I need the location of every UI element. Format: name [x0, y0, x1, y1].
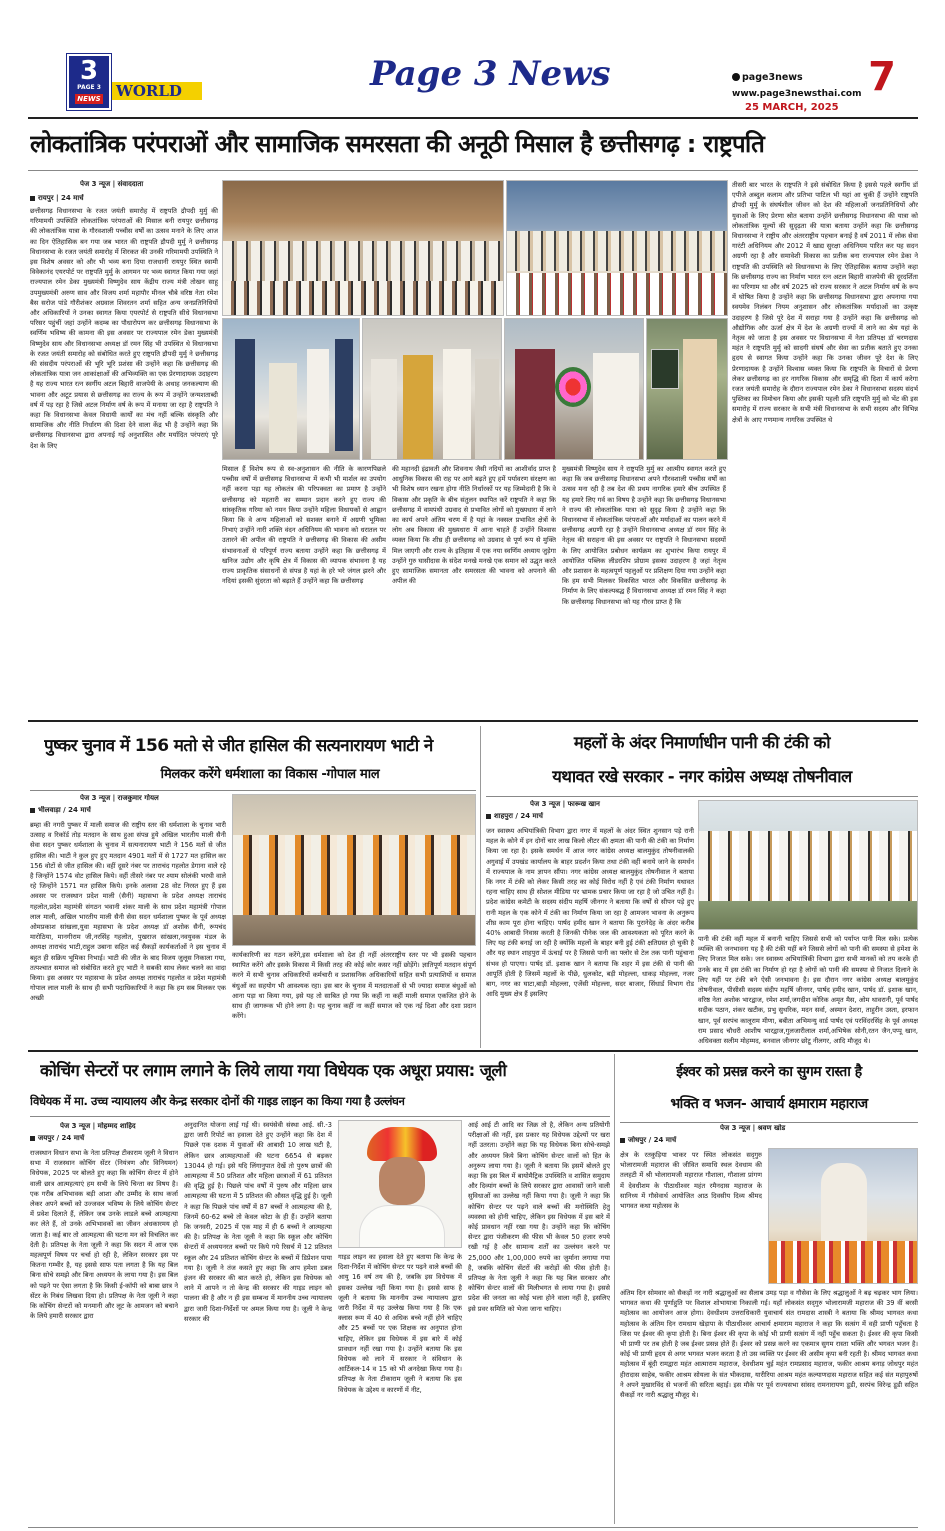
article3-col-divider: [480, 726, 481, 1048]
article5-col2: अंतिम दिन सोमवार को सैकड़ों नर नारी श्रद्धालुओं का सैलाब उमड़ पड़ा व गौसेवा के लिए श्रद्धालुओं ने बढ़ चढ़कर भाग लिया। भागवत कथा की पूर्णाहुति पर विशाल शोभायात्रा निकाली गई। यहाँ लोकसंत सद्‌गुरु भोलारामजी महाराज की 39 वीं बरसी महोत्सव का आयोजन आज होगा। देवधीशम उत्तराधिकारी युवाचार्य संत रामदास शास्त्री ने बताया कि श्रीमद भागवत कथा महोत्सव के अंतिम दिन रामधाम खेड़ापा के पीठाधीश्वर आचार्य क्षमाराम महाराज ने कहा कि सत्संग में वही प्राणी पहुँचता है जिस पर ईश्वर की कृपा होती है। बिना ईश्वर की कृपा के कोई भी प्राणी सत्संग में नहीं पहुँच सकता है। ईश्वर की कृपा किसी भी प्राणी पर तब होती है जब ईश्वर प्रसन्न होते हैं। ईश्वर को प्रसन्न करने का एकमात्र सुगम रास्ता भक्ति और भगवत भजन है। कोई भी प्राणी हृदय से अगर भगवत भजन करता है तो उस व्यक्ति पर ईश्वर की असीम कृपा बनी रहती है। श्रीमद भागवत कथा महोत्सव में बूंदी रामद्वारा महंत आत्माराम महाराज, देवधीशम चुई महंत रामप्रसाद महाराज, फकीर आश्रम बनाड़ जोधपुर महंत हीरादास साहेब, फकीर आश्रम सोयला के संत भीकदास, यारीरिया आश्रम महंत कल्याणदास महाराज सहित कई संत महापुरुषों ने अपने मुखारविंद से भजनों की सरिता बहाई। इस मौके पर पूर्व राज्यसभा सांसद रामनारायण डूडी, सरपंच विरेन्द्र डूडी सहित सैकड़ों नर नारी श्रद्धालु मौजूद थे।: [620, 1289, 918, 1400]
article1-col4: मुख्यमंत्री विष्णुदेव साय ने राष्ट्रपति मुर्मु का आत्मीय स्वागत करते हुए कहा कि जब छत्तीसगढ़ विधानसभा अपने गौरवशाली पच्चीस वर्षों का उत्सव मना रही है तब देश की प्रथम नागरिक हमारे बीच उपस्थित हैं यह हमारे लिए गर्व का विषय है उन्होंने कहा कि छत्तीसगढ़ विधानसभा ने राज्य की लोकतांत्रिक यात्रा को सुदृढ़ किया है उन्होंने कहा कि विधानसभा में लोकतांत्रिक परंपराओं और मर्यादाओं का पालन करने में छत्तीसगढ़ अग्रणी रहा है उन्होंने विधानसभा अध्यक्ष डॉ रमन सिंह के नेतृत्व की सराहना की इस अवसर पर राष्ट्रपति ने विधानसभा सदस्यों के लिए आयोजित प्रबोधन कार्यक्रम का शुभारंभ किया रायपुर में आयोजित पब्लिक लीडरशिप प्रोग्राम इसका उदाहरण है जहां नेतृत्व और प्रशासन के महत्वपूर्ण पहलुओं पर प्रशिक्षण दिया गया उन्होंने कहा कि हम सभी मिलकर विकसित भारत और विकसित छत्तीसगढ़ के निर्माण के लिए संकल्पबद्ध हैं विधानसभा अध्यक्ष डॉ रमन सिंह ने कहा कि छत्तीसगढ़ विधानसभा को यह गौरव प्राप्त है कि: [562, 465, 726, 606]
article3-col1: जन स्वास्थ्य अभियांत्रिकी विभाग द्वारा नगर में महलों के अंदर स्थित शुनसान पड़े रानी महल के कोने में इन दोनों चार लाख किलो लीटर की क्षमता की पानी की टंकी का निर्माण किया जा रहा है। इसके समर्थन में आज नगर कांग्रेस अध्यक्ष बालमुकुंद तोषनीवालकी अगुवाई में उपखंड कार्यालय के बाहर प्रदर्शन किया तथा टंकी वहीं बनाये जाने के समर्थन में राज्यपाल के नाम ज्ञापन सौंपा। नगर कांग्रेस अध्यक्ष बालमुकुंद तोषनीवाल ने बताया कि नगर में टंकी को लेकर किसी तरह का कोई विरोध नहीं है एवं टंकी निर्माण यथावत रहना चाहिए साथ ही सोशल मीडिया पर भ्रामक प्रचार किया जा रहा है जो उचित नहीं है। प्रदेश कांग्रेस कमेटी के सदस्य संदीप महर्षि जीनगर ने बताया कि वर्षों से सीपन पड़े हुए रानी महल के एक कोने में टंकी का निर्माण किया जा रहा है आमजन भावना के अनुरूप शीघ्र काम पूरा होना चाहिए। पार्षद हमीद खान ने बताया कि पुरानेदेह के अंदर करीब 40% आबादी निवास करती है जिनकी पीनेक जल की आवश्यकता को पूरित करने के लिए यह टंकी बनाई जा रही है क्योंकि महलों के बाहर बनी हुई टंकी क्षतिग्रस्त हो चुकी है और यह स्थान शाहपुरा में ऊंचाई पर है जिससे पानी का फ्लोर से टेल तक पानी पहुंचाना संभव हो पाएगा। पार्षद डॉ. इशाक खान ने बताया कि शहर में इस टंकी से पानी की आपूर्ति होती है जिसमें महलों के पीछे, धुलकोट, बड़ी मोहल्ला, धाकड़ मोहल्ला, नजर बाग, नगर का घाटा,बाड़ी मोहल्ला, एजेंसी मोहल्ला, सदर बाजार, सिंधार्ड विभाग रोड आदि मुख्य क्षेत्र हैं इसलिए: [486, 827, 694, 999]
article4-col2: अनुदानित योजना लाई गई थी। स्वयंसेवी संस्था आई. सी.-3 द्वारा जारी रिपोर्ट का हवाला देते हुए उन्होंने कहा कि देश में पिछले एक दशक में युवाओं की आबादी 10 लाख घटी है, लेकिन छात्र आत्महत्याओं की घटना 6654 से बढ़कर 13044 हो गई। इसे यदि लिंगानुपात देखें तो पुरुष छात्रों की आत्महत्या में 50 प्रतिशत और महिला छात्राओं में 61 प्रतिशत की वृद्धि हुई है। पिछले पांच वर्षों में पुरुष और महिला छात्र आत्महत्या की घटना में 5 प्रतिशत की औसत वृद्धि हुई है। जूली ने कहा कि पिछले पांच वर्षों में 87 बच्चों ने आत्महत्या की है, जिनमें 60-62 बच्चे तो केवल कोटा के ही हैं। उन्होंने बताया कि जनवरी, 2025 में एक माह में ही 6 बच्चों ने आत्महत्या की है। प्रतिपक्ष के नेता जूली ने कहा कि स्कूल और कोचिंग सेन्टरों में अध्ययनरत बच्चों पर किये गये रिसर्च में 12 प्रतिशत स्कूल और 24 प्रतिशत कोचिंग सेन्टर के बच्चों में डिप्रेशन पाया गया है। जूली ने तंज कसते हुए कहा कि आप हमेशा डबल इंजन की सरकार की बात करते हो, लेकिन इस विधेयक को लाने में आपने न तो केन्द्र की सरकार की गाइड लाइन को पालना की है और न ही इस सम्बन्ध में माननीय उच्च न्यायालय द्वारा जारी दिशा-निर्देशों पर अमल किया गया है। जूली ने केन्द्र सरकार की: [184, 1121, 332, 1323]
article5-headline-line2: भक्ति व भजन- आचार्य क्षमाराम महाराज: [670, 1096, 868, 1112]
article4-headline: कोचिंग सेन्टरों पर लगाम लगाने के लिये लाया गया विधेयक एक अधूरा प्रयास: जूली: [40, 1061, 507, 1080]
photo-bhagwat-katha: [768, 1148, 918, 1284]
article2-col1: ब्रम्हा की नगरी पुष्कर में माली समाज की राष्ट्रीय स्तर की धर्मशाला के चुनाव भारी उत्साह व रिकॉर्ड तोड़ मतदान के साथ हुआ संपन्न हुये अखिल भारतीय माली सैनी सेवा सदन पुष्कर धर्मशाला के चुनाव में सत्यनारायण भाटी ने 156 मतों से जीत हासिल की। भाटी ने कुल हुए हुए मतदान 4901 मतों में से 1727 मत हासिल कर 156 वोटों से जीत हासिल की। वहीं दूसरे नंबर पर ताराचंद गहलोत डेगाना वाले रहे है जिन्होंने 1574 वोट हासिल किये। वहीं तीसरे नंबर पर श्याम सोलंकी भरथी वाले रहे जिन्होंने 1571 मत हासिल किये। इनके अलावा 28 वोट निरस्त हुए हैं इस अवसर पर राजस्थान प्रदेश माली (सैनी) महासभा के प्रदेश अध्यक्ष ताराचंद गहलोत,प्रदेश महामंत्री संगठन भवानी शंकर माली के साथ प्रदेश महामंत्री गोपाल लाल माली, अखिल भारतीय माली सैनी सेवा सदन धर्मशाला पुष्कर के पूर्व अध्यक्ष ओमप्रकाश सांखला,युवा महासभा के प्रदेश अध्यक्ष डॉ अशोक सैनी, रूपचंद मारोठिया, मानगीराम जी,नरसिंह गहलोत, पुखराज सांखला,नवयुवक मंडल के अध्यक्ष ताराचंद भाटी,राहुल उबाना सहित कई सैकड़ों कार्यकर्ताओं ने इस चुनाव में बहुत ही सक्रिय भूमिका निभाई। भाटी की जीत के बाद विजय जुलूस निकाला गया, तत्पश्चात समाज को संबोधित करते हुए भाटी ने सबकी साथ लेकर चलने का वादा किया। इस अवसर पर महासभा के प्रदेश अध्यक्ष ताराचंद गहलोत व प्रदेश महामंत्री गोपाल लाल माली के साथ ही सभी पदाधिकारियों ने कहा कि हम सब मिलकर एक अच्छी: [30, 821, 226, 1003]
article3-headline-line2: यथावत रखे सरकार - नगर कांग्रेस अध्यक्ष तोषनीवाल: [552, 767, 852, 786]
logo-sub: NEWS: [75, 94, 103, 104]
photo-guard-of-honour: [222, 318, 360, 460]
article2-subhead: मिलकर करेंगे धर्मशाला का विकास -गोपाल माल: [160, 767, 380, 782]
article4-col3: गाइड लाइन का हवाला देते हुए बताया कि केन्द्र के दिशा-निर्देश में कोचिंग सेन्टर पर पढ़ने वाले बच्चों की आयु 16 वर्ष तय की है, जबकि इस विधेयक में इसका उल्लेख नहीं किया गया है। इससे साफ है जूली ने बताया कि माननीय उच्च न्यायालय द्वारा जारी निर्देश में यह उल्लेख किया गया है कि एक क्लास रूम में 40 से अधिक बच्चे नहीं होने चाहिए और 25 बच्चों पर एक शिक्षक का अनुपात होना चाहिए, लेकिन इस विधेयक में इस बारे में कोई प्रावधान नहीं रखा गया है। उन्होंने बताया कि इस विधेयक को लाने में सरकार ने संविधान के आर्टिकल-14 व 15 को भी अनदेखा किया गया है। प्रतिपक्ष के नेता टीकाराम जूली ने बताया कि इस विधेयक के उद्देश्य व कारणों में नीट,: [338, 1253, 462, 1394]
photo-water-tank-protest: [698, 800, 918, 930]
page3-logo: [67, 54, 111, 110]
article5-col-divider: [614, 1054, 615, 1524]
photo-tikaram-jully: [338, 1120, 462, 1248]
logo-text: PAGE 3: [77, 84, 101, 91]
bottom-rule: [28, 1527, 918, 1528]
article1-col3: की महानदी इंद्रावती और शिवनाथ जैसी नदियों का आशीर्वाद प्राप्त है आधुनिक विकास की राह पर आगे बढ़ते हुए हमें पर्यावरण संरक्षण का भी विशेष ध्यान रखना होगा नीति निर्धारकों पर यह जिम्मेदारी है कि वे विकास और प्रकृति के बीच संतुलन स्थापित करें राष्ट्रपति ने कहा कि छत्तीसगढ़ में वामपंथी उग्रवाद से प्रभावित लोगों को मुख्यधारा में लाने का कार्य अपने अंतिम चरण में है यहां के नक्सल प्रभावित क्षेत्रों के लोग अब विकास की मुख्यधारा में आना चाहते हैं उन्होंने विश्वास व्यक्त किया कि शीघ्र ही छत्तीसगढ़ को उग्रवाद से पूर्ण रूप से मुक्ति मिल जाएगी और राज्य के इतिहास में एक नया स्वर्णिम अध्याय जुड़ेगा उन्होंने गुरु घासीदास के संदेश मनखे मनखे एक समान को उद्धृत करते हुए सामाजिक समानता और समरसता की भावना को अपनाने की अपील की: [392, 465, 556, 586]
article4-byline: पेज 3 न्यूज | मोहम्मद शाहिद: [60, 1122, 136, 1130]
section-label: WORLD: [116, 82, 182, 100]
site-url: www.page3newsthai.com: [732, 89, 862, 99]
article1-col1: छत्तीसगढ़ विधानसभा के रजत जयंती समारोह में राष्ट्रपति द्रौपदी मुर्मु की गरिमामयी उपस्थिति लोकतांत्रिक परंपराओं की मिसाल बनी रायपुर छत्तीसगढ़ की लोकतांत्रिक यात्रा के गौरवशाली पच्चीस वर्षों का उत्सव मनाने के लिए आज का दिन ऐतिहासिक बन गया जब भारत की राष्ट्रपति द्रौपदी मुर्मु ने छत्तीसगढ़ विधानसभा के रजत जयंती समारोह में शिरकत की उनकी गरिमामयी उपस्थिति ने इस विशेष अवसर को और भी भव्य बना दिया राजधानी रायपुर स्थित स्वामी विवेकानंद एयरपोर्ट पर राष्ट्रपति मुर्मु के आगमन पर भव्य स्वागत किया गया जहां राज्यपाल रमेन डेका मुख्यमंत्री विष्णुदेव साय केंद्रीय राज्य मंत्री तोखन साहू उपमुख्यमंत्री अरुण साव और विजय शर्मा महापौर मीनल चौबे वरिष्ठ नेता रमेश बैस सरोज पांडे गौरीशंकर अग्रवाल शिवरतन शर्मा सहित अन्य जनप्रतिनिधियों और अधिकारियों ने उनका स्वागत किया एयरपोर्ट से राष्ट्रपति सीधे विधानसभा परिसर पहुंचीं जहां उन्होंने कदम्ब का पौधारोपण कर छत्तीसगढ़ विधानसभा के स्वर्णिम भविष्य की कामना की इस अवसर पर राज्यपाल रमेन डेका मुख्यमंत्री विष्णुदेव साय और विधानसभा अध्यक्ष डॉ रमन सिंह भी उपस्थित थे विधानसभा के रजत जयंती समारोह को संबोधित करते हुए राष्ट्रपति द्रौपदी मुर्मु ने छत्तीसगढ़ की संसदीय परंपराओं की भूरि भूरि प्रशंसा की उन्होंने कहा कि छत्तीसगढ़ की लोकतांत्रिक यात्रा जन आकांक्षाओं की अभिव्यक्ति का एक प्रेरणादायक उदाहरण है यह राज्य भारत रत्न स्वर्गीय अटल बिहारी वाजपेयी के अथाह जनकल्याण की भावना और अटूट प्रयास से छत्तीसगढ़ का राज्य के रूप में उन्होंने जन्मशताब्दी वर्ष में पड़ रहा है जिसे अटल निर्माण वर्ष के रूप में मनाया जा रहा है राष्ट्रपति ने कहा कि विधानसभा केवल विधायी कार्यों का मंच नहीं बल्कि संस्कृति और सामाजिक और नीति निर्धारण की दिशा देने वाला केंद्र भी है उन्होंने कहा कि छत्तीसगढ़ विधानसभा द्वारा अपनाई गई अनुशासित और मर्यादित परंपराएं पूरे देश के लिए: [30, 207, 218, 450]
article1-rule: [28, 170, 918, 171]
brand-title: Page 3 News: [370, 54, 611, 94]
article4-rule: [30, 1116, 610, 1117]
article5-byline: पेज 3 न्यूज | श्रवण खोड: [720, 1124, 786, 1132]
photo-group-assembly: [222, 180, 504, 316]
article4-col1: राजस्थान विधान सभा के नेता प्रतिपक्ष टीकाराम जूली ने विधान सभा में राजस्थान कोचिंग सेंटर (नियंत्रण और विनियमन) विधेयक, 2025 पर बोलते हुए कहा कि कोचिंग सेन्टर में होने वाली छात्र आत्महत्याएं हम सभी के लिये चिन्ता का विषय है। एक गरीब अभिभावक बड़ी आशा और उम्मीद के साथ कर्जा लेकर अपने बच्चों को उज्जवल भविष्य के लिये कोचिंग सेन्टर में प्रवेश दिलाते हैं, लेकिन जब उनके लाडले बच्चे आत्महत्या कर लेते हैं, तो उनके अभिभावकों का जीवन अंधकारमय हो जाता है। कई बार तो आत्महत्या की घटना मन को विचलित कर देती है। प्रतिपक्ष के नेता जूली ने कहा कि सदन में आज एक महत्वपूर्ण विषय पर चर्चा हो रही है, लेकिन सरकार इस पर कितना गम्भीर है, यह इससे साफ पता लगता है कि यह बिल बिना सोचे समझे और बिना अध्ययन के लाया गया है। इस बिल को पढ़ने पर ऐसा लगता है कि किसी ई-कॉपी को बाबा छात्र ने सेंटर के निबंध लिखवा दिया हो। प्रतिपक्ष के नेता जूली ने कहा कि कोचिंग सेन्टरों को मनमानी और लूट के आमजन को बचाने के लिये हमारी सरकार द्वारा: [30, 1149, 178, 1321]
article5-col1: क्षेत्र के रतकुड़िया भाकर पर स्थित लोकसंत सद्‌गुरु भोलारामजी महाराज की जीवित समाधि स्थल देवधाम की तलहटी में श्री भोलारामजी महाराज गौशाला, गौशाला प्रांगण में देवधीशम के पीठाधीश्वर महंत रमैनदास महाराज के सानिध्य में गौसेवार्थ आयोजित आठ दिवसीय दिव्य श्रीमद भागवत कथा महोत्सव के: [620, 1151, 762, 1211]
article5-rule: [620, 1122, 918, 1123]
page-number: 7: [868, 54, 896, 100]
article3-rule: [486, 796, 918, 797]
handle-text: page3news: [742, 72, 803, 83]
article1-col2: मिसाल हैं विशेष रूप से स्व-अनुशासन की नीति के कारणपिछले पच्चीस वर्षों में छत्तीसगढ़ विधानसभा में कभी भी मार्शल का उपयोग नहीं करना पड़ा यह लोकतंत्र की परिपक्वता का प्रमाण है उन्होंने छत्तीसगढ़ को महतारी का सम्मान प्रदान करने हुए राज्य की सांस्कृतिक गरिमा को नमन किया उन्होंने महिला विधायकों से आह्वान किया कि वे अन्य महिलाओं को सशक्त बनाने में अग्रणी भूमिका निभाएं उन्होंने नारी शक्ति वंदन अधिनियम की भावना को धरातल पर उतारने की अपील की राष्ट्रपति ने छत्तीसगढ़ की विकास की असीम संभावनाओं से परिपूर्ण राज्य बताया उन्होंने कहा कि छत्तीसगढ़ में खनिज उद्योग और कृषि क्षेत्र में विकास की व्यापक संभावना है यह राज्य प्राकृतिक संसाधनों से संपन्न है यहां के हरे भरे जंगल झरने और नदियां इसकी सुंदरता को बढ़ाते हैं उन्होंने कहा कि छत्तीसगढ़: [222, 465, 386, 586]
logo-number: 3: [79, 56, 99, 86]
section-tag: [112, 82, 202, 100]
article3-dateline: शाहपुरा / 24 मार्च: [486, 812, 626, 821]
article1-col5: तीसरी बार भारत के राष्ट्रपति ने इसे संबोधित किया है इससे पहले स्वर्गीय डॉ एपीजे अब्दुल कलाम और प्रतिभा पाटिल भी यहां आ चुकी हैं उन्होंने राष्ट्रपति द्रौपदी मुर्मु के संघर्षशील जीवन को देश की महिलाओं जनप्रतिनिधियों और युवाओं के लिए प्रेरणा स्रोत बताया उन्होंने छत्तीसगढ़ विधानसभा की यात्रा को लोकतांत्रिक मूल्यों की सुदृढ़ता की यात्रा बताया उन्होंने कहा कि छत्तीसगढ़ विधानसभा ने राष्ट्रीय और अंतरराष्ट्रीय पहचान बनाई है वर्ष 2011 में लोक सेवा गारंटी अधिनियम और 2012 में खाद्य सुरक्षा अधिनियम पारित कर यह सदन अग्रणी रहा है और समावेशी विकास का प्रतीक बना राज्यपाल रमेन डेका ने राष्ट्रपति की उपस्थिति को विधानसभा के लिए ऐतिहासिक बताया उन्होंने कहा कि छत्तीसगढ़ राज्य का निर्माण भारत रत्न अटल बिहारी वाजपेयी की दूरदर्शिता का परिणाम था और वर्ष 2025 को राज्य सरकार ने अटल निर्माण वर्ष के रूप में घोषित किया है उन्होंने कहा कि छत्तीसगढ़ विधानसभा द्वारा अपनाया गया स्वयमेव निलंबन नियम अनुशासन और लोकतांत्रिक मर्यादाओं का उत्कृष्ट उदाहरण है जिसे पूरे देश में सराहा गया है उन्होंने कहा कि छत्तीसगढ़ को औद्योगिक और ऊर्जा क्षेत्र में देश के अग्रणी राज्यों में लाने का श्रेय यहां के नेतृत्व को जाता है इस अवसर पर विधानसभा में नेता प्रतिपक्ष डॉ चरणदास महंत ने राष्ट्रपति मुर्मु को सादगी संघर्ष और सेवा का प्रतीक बताते हुए उनका हृदय से स्वागत किया उन्होंने कहा कि उनका जीवन पूरे देश के लिए प्रेरणादायक है उन्होंने विश्वास व्यक्त किया कि राष्ट्रपति के विचारों से प्रेरणा लेकर छत्तीसगढ़ का हर नागरिक विकास और समृद्धि की दिशा में कार्य करेगा रजत जयंती समारोह के दौरान राज्यपाल रमेन डेका ने विधानसभा सदस्य संदर्भ पुस्तिका का विमोचन किया और इसकी पहली प्रति राष्ट्रपति मुर्मु को भेंट की इस समारोह में राज्य सरकार के सभी मंत्री विधानसभा के सभी सदस्य और विभिन्न क्षेत्रों के आए गणमान्य नागरिक उपस्थित थे: [732, 181, 918, 424]
article4-dateline: जयपुर / 24 मार्च: [30, 1134, 170, 1143]
photo-president-greeting: [362, 318, 502, 460]
photo-pushkar-election: [232, 794, 476, 946]
article2-rule: [30, 790, 476, 791]
article3-byline: पेज 3 न्यूज | फारूख खान: [530, 800, 600, 808]
article4-col4: आई आई टी आदि का जिक्र तो है, लेकिन अन्य प्रतियोगी परीक्षाओं की नहीं, इस प्रकार यह विधेयक उद्देश्यों पर खरा नहीं उतरता। उन्होंने कहा कि यह विधेयक बिना सोचे-समझे और अध्ययन किये बिना कोचिंग सेन्टर वालों को हित के अनुरूप लाया गया है। जूली ने बताया कि इसमें बोलते हुए कहा कि इस बिल में बायोमैट्रिक उपस्थिति व शासित समुदाय और दिव्यांग बच्चों के लिये सरकार द्वारा आवासों जाने वाली सुविधाओं का उल्लेख नहीं किया गया है। जूली ने कहा कि कोचिंग सेन्टर पर पढ़ने वाले बच्चों की मनोस्थिति हेतु व्यवस्था को होनी चाहिए, लेकिन इस विधेयक में इस बारे में कोई प्रावधान नहीं रखा गया है। उन्होंने कहा कि कोचिंग सेन्टर द्वारा पंजीकरण की फीस भी केवल 50 हजार रुपये रखी गई है और सामान्य शर्तों का उल्लंघन करने पर 25,000 और 1,00,000 रुपये का जुर्माना लगाया गया है, जबकि कोचिंग सेंटरों की करोड़ों की फीस होती है। प्रतिपक्ष के नेता जूली ने कहा कि यह बिल सरकार और कोचिंग सेन्टर वालों की मिलीभगत से लाया गया है। इससे प्रदेश की जनता का कोई भला होने वाला नहीं है, इसलिए इसे प्रवर समिति को भेजा जाना चाहिए।: [468, 1121, 610, 1313]
photo-group-members: [506, 180, 728, 316]
article2-headline: पुष्कर चुनाव में 156 मतो से जीत हासिल की सत्यनारायण भाटी ने: [44, 736, 433, 756]
masthead-rule: [28, 117, 918, 119]
article5-headline-line1: ईश्वर को प्रसन्न करने का सुगम रास्ता है: [676, 1064, 862, 1080]
article1-headline: लोकतांत्रिक परंपराओं और सामाजिक समरसता की अनूठी मिसाल है छत्तीसगढ़ : राष्ट्रपति: [30, 130, 765, 158]
article5-dateline: जोधपुर / 24 मार्च: [620, 1136, 760, 1145]
section-rule-1: [28, 720, 918, 722]
photo-plantation: [646, 318, 728, 460]
photo-bouquet-welcome: [504, 318, 644, 460]
social-handle: [732, 72, 862, 84]
issue-date: 25 MARCH, 2025: [745, 102, 839, 113]
globe-icon: [732, 73, 740, 81]
article2-dateline: भीलवाड़ा / 24 मार्च: [30, 806, 170, 815]
article1-byline: पेज 3 न्यूज | संवाददाता: [80, 180, 144, 188]
article1-dateline: रायपुर | 24 मार्च: [30, 194, 170, 203]
article3-col2: पानी की टंकी वहीं महल में बनानी चाहिए जिससे सभी को पर्याप्त पानी मिल सके। प्रत्येक व्यक्ति की जनभावना यह है की टंकी यहीं बने जिससे लोगों को पानी की समस्या से हमेशा के लिए निजात मिल सके। जन स्वास्थ्य अभियांत्रिकी विभाग द्वारा सभी मानकों को तय करके ही उनके बाद में इस टंकी का निर्माण हो रहा है लोगों को पानी की समस्या से निजात दिलाने के लिए यहीं पर टंकी बने ऐसी जनभावना है। इस दौरान नगर कांग्रेस अध्यक्ष बालमुकुंद तोषनीवाल, पीसीसी सदस्य संदीप महर्षि जीनगर, पार्षद हमीद खान, पार्षद डॉ. इशाक खान, वरिष्ठ नेता अशोक भारद्वाज, रमेश शर्मा,जगदीश कोरिक अमृत मैस, ओम थावरानी, पूर्व पार्षद सदीक पठान, शंकर खटीक, प्रभु सुथरिक, मदन सर्वा, अस्मान देशरा, ताहुरीन उस्ता, इरफान खान, पूर्व सरपंच कालूराम मीणा, बबीता अभिमन्यु वार्ड पार्षद एवं परविंदरसिंह के पूर्व अध्यक्ष राम प्रसाद चौधरी आशीष भारद्वाज,गुलजारीलाल शर्मा,अभिषेक सोनी,रतन जैन,पप्पू खान, अधिवक्ता सलीम मोहम्मद, बनवाल जीनगर छोटू नीलगर, आदि मौजूद थे।: [698, 935, 918, 1046]
article2-col2: कार्यकारिणी का गठन करेंगे,इस धर्मशाला को देश ही नहीं अंतरराष्ट्रीय स्तर पर भी इसकी पहचान स्थापित करेंगे और इसके विकास में किसी तरह की कोई कोर कसर नहीं छोड़ेंगे। ज्ञातिपूर्ण मतदान संपूर्ण करने में सभी चुनाव अधिकारियों कर्मचारी व प्रशासनिक अधिकारियों सहित सभी प्रत्याशियों व समाज बंधुओं का सहयोग भी आवश्यक रहा। इस बार के चुनाव में मतदाताओं से भी ज्यादा समाज बंधुओं को आना पड़ा था किया गया, इसे यह तो साबित हो गया कि कहीं ना कहीं माली समाज एकजित होने के साथ ही जागरूक भी होने लगा है। यह चुनाव कहीं ना कहीं समाज को एक नई दिशा और दशा प्रदान करेंगे।: [232, 951, 476, 1021]
section-rule-2: [28, 1050, 918, 1052]
article2-byline: पेज 3 न्यूज | राजकुमार गोयल: [80, 794, 159, 802]
article4-subhead: विधेयक में मा. उच्च न्यायालय और केन्द्र सरकार दोनों की गाइड लाइन का किया गया है उल्लंघन: [30, 1094, 405, 1108]
article3-headline-line1: महलों के अंदर निमार्णाधीन पानी की टंकी को: [573, 733, 831, 752]
masthead: [0, 0, 945, 118]
